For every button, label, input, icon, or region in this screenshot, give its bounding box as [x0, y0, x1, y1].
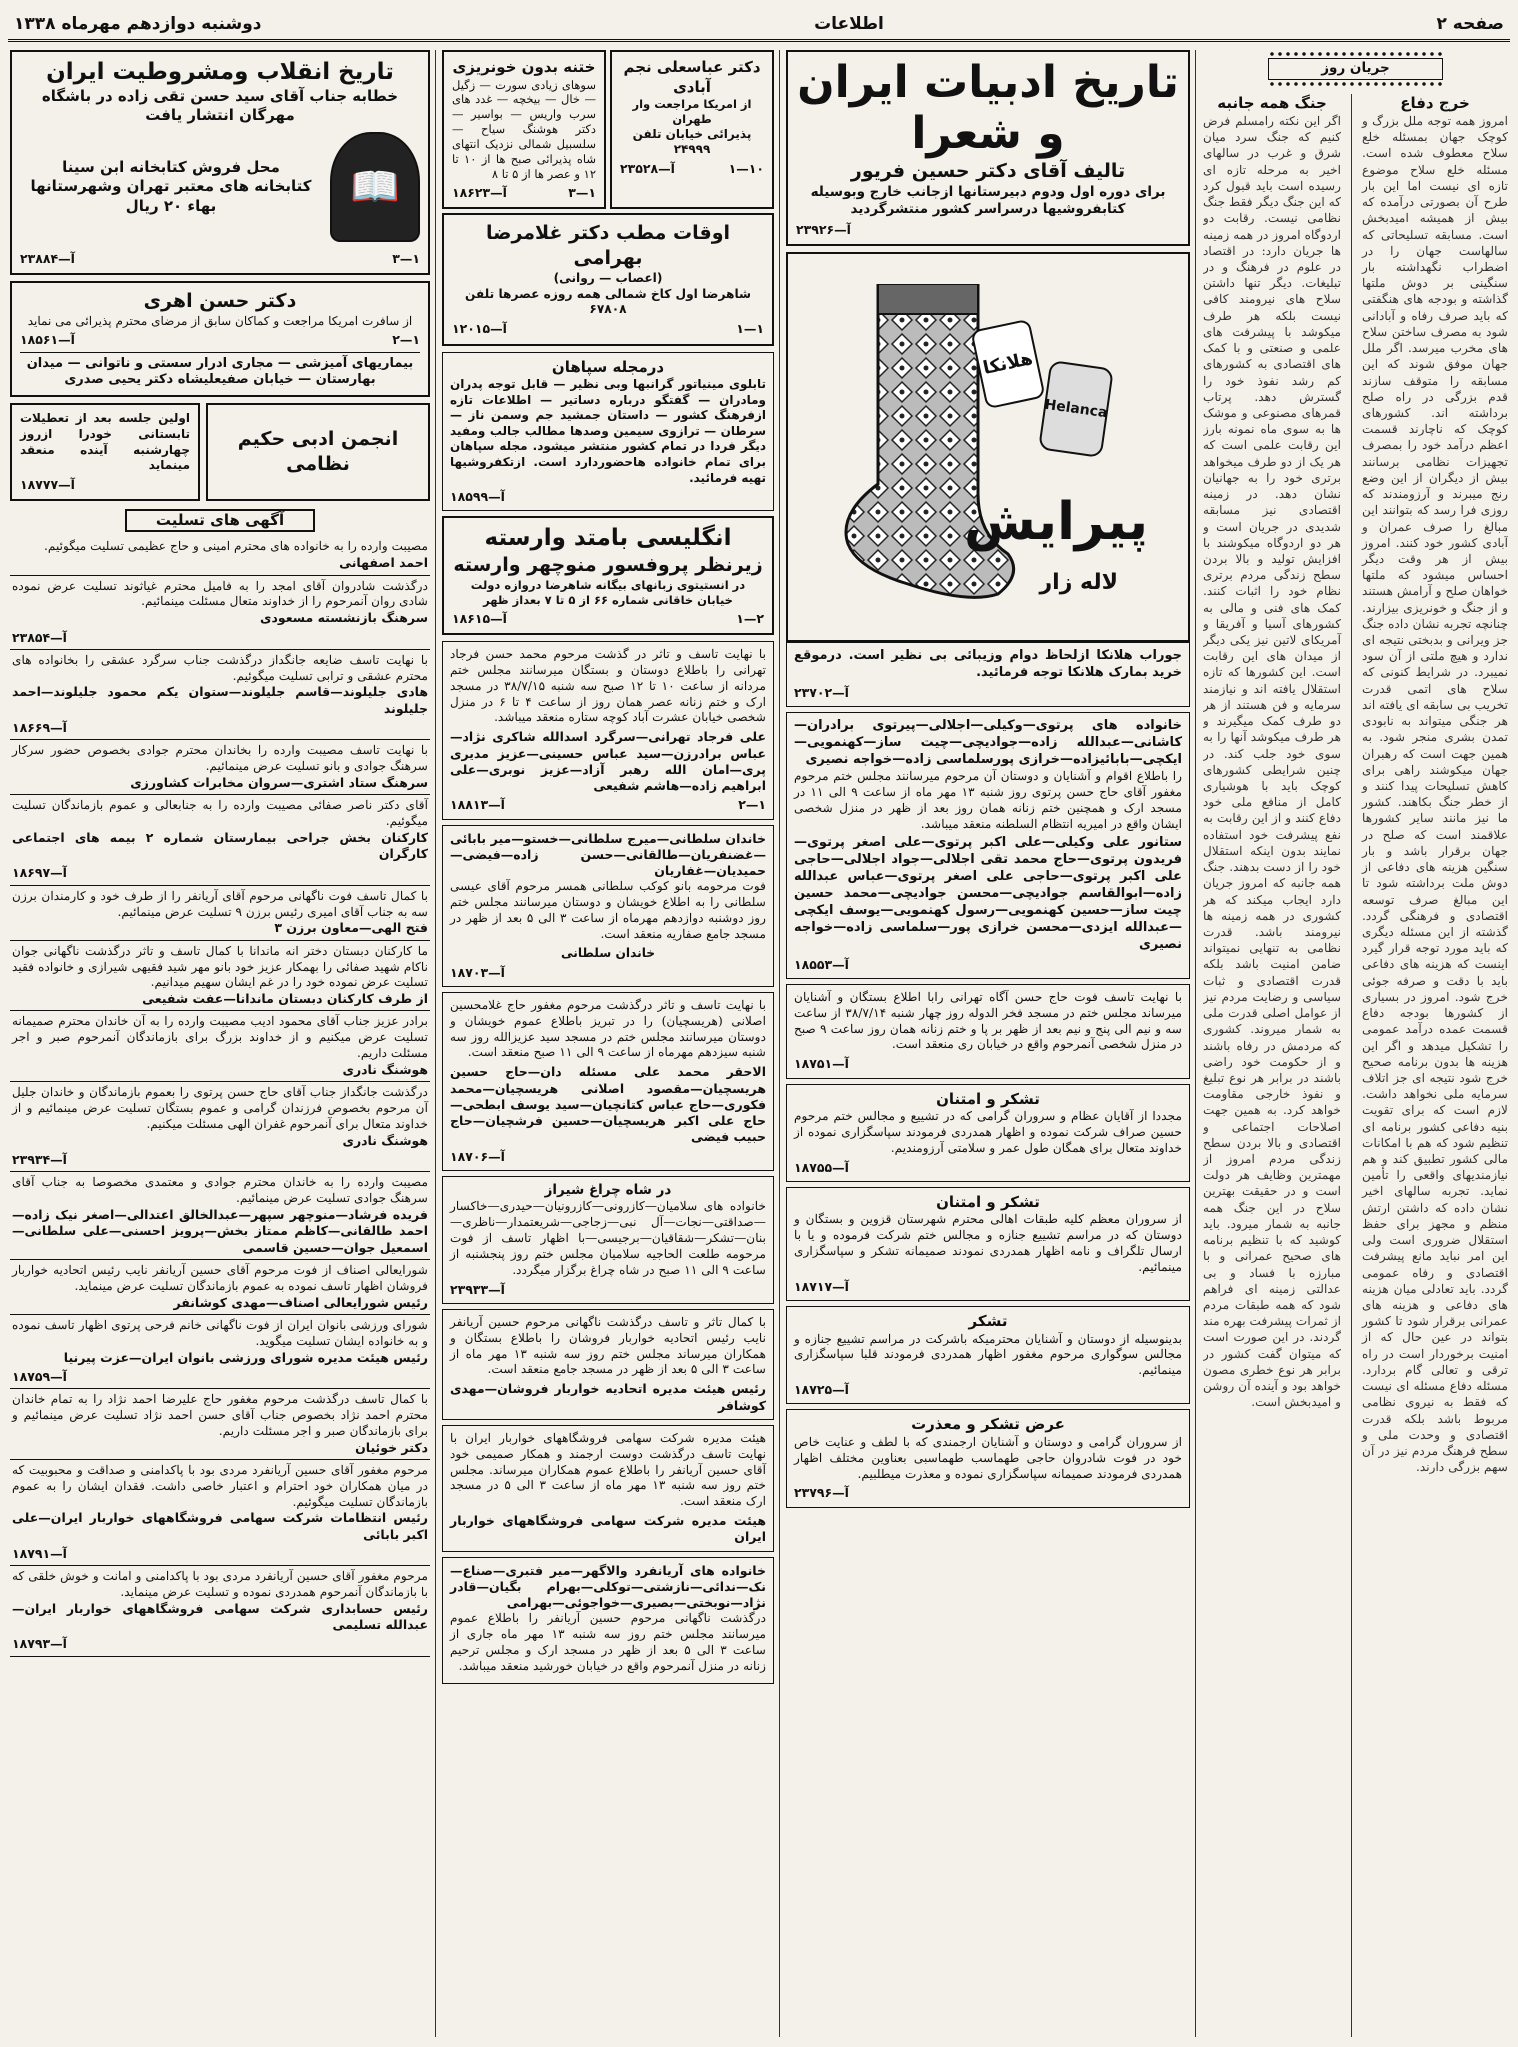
condolence-body: ما کارکنان دبستان دختر انه ماندانا با کمال تاسف و تاثر درگذشت ناگهانی جوان ناکام شهید صفائی را بهمکار عزیز خود بانو مهر شید فقیهی شیرازی و خانواده فقید تسلیت عرض نموده خود را در غم ایشان سهیم میدانیم. — [12, 943, 428, 990]
eslani-sign: الاحقر محمد علی مسئله دان—حاج حسین هریسچیان—مقصود اصلانی هریسچیان—محمد فکوری—حاج عباس کتانچیان—سید یوسف ابطحی—حاج علی اکبر هریسچیان—حسین فرشچیان—حاج حبیب فیضی — [450, 1064, 766, 1145]
shiraz-body: خانواده های سلامیان—کازرونی—کازرونیان—حیدری—خاکسار—صداقتی—نجات—آل نبی—زجاجی—شریعتمدار—ناظری—بنان—تشکر—شقاقیان—برجیسی—با اظهار تاسف از فوت مرحومه طلعت الحاجیه سلامیان مجلس ختم روز پنجشنبه از ساعت ۹ الی ۱۱ صبح در شاه چراغ برگزار میگردد. — [450, 1199, 766, 1277]
condolence-item — [10, 1460, 430, 1566]
english-body: در انستیتوی زبانهای بیگانه شاهرضا دروازه دولت خیابان خاقانی شماره ۶۶ از ۵ تا ۷ بعداز ظهر — [470, 577, 746, 607]
section-title: جریان روز — [1321, 60, 1390, 76]
condolence-item — [10, 536, 430, 575]
farjad-sign: علی فرجاد تهرانی—سرگرد اسدالله شاکری نژاد—عباس برادرزن—سید عباس حسینی—عزیز مدیری پری—امان الله رهبر آزاد—عزیز نوبری—علی ابراهیم زاده—هاشم شفیعی — [450, 729, 766, 794]
aryanfar3-head: خانواده های آریانفرد والاگهر—میر فتبری—صناع—نک—ندائی—نازشتی—توکلی—بهرام بگیان—قادر نژاد—نوبختی—بصیری—خواجوئی—بهرامی — [450, 1562, 766, 1611]
condolence-body: برادر عزیز جناب آقای محمود ادیب مصیبت وارده را به آن خاندان محترم صمیمانه تسلیت عرض میکنیم و از خداوند بزرگ برای بازماندگان آنمرحوم صبر و اجر مسئلت داریم. — [12, 1014, 428, 1061]
condolence-sign: رئیس هیئت مدیره شورای ورزشی بانوان ایران—عزت پیرنیا — [63, 1349, 428, 1365]
farjad-code2: ۲—۱ — [738, 797, 766, 813]
notice-7-code: آ—۲۳۷۹۶ — [794, 1485, 849, 1501]
condolence-item — [10, 1011, 430, 1082]
paper-name: اطلاعات — [814, 13, 884, 34]
condolence-item — [10, 1172, 430, 1259]
condolence-sign: هوشنگ نادری — [342, 1132, 428, 1148]
ahari-sub: از سافرت امریکا مراجعت و کماکان سابق از مرضای محترم پذیرائی می نماید — [27, 313, 413, 328]
sock-ad-caption-box — [786, 642, 1190, 707]
condolence-code: آ—۲۳۸۵۴ — [12, 629, 67, 645]
condolence-code: آ—۱۸۶۹۷ — [12, 865, 67, 881]
notice-6-code: آ—۱۸۷۲۵ — [794, 1382, 849, 1398]
condolence-body: درگذشت جانگداز جناب آقای حاج حسن پرتوی را بعموم بازماندگان و خاندان جلیل آن مرحوم بخصوص فرزندان گرامی و عموم بستگان تسلیت عرض مینمائیم و از خداوند متعال برای آنمرحوم غفران الهی مسئلت میکنیم. — [12, 1085, 428, 1132]
farjad-code: آ—۱۸۸۱۳ — [450, 797, 505, 813]
notice-4-code: آ—۱۸۷۵۵ — [794, 1159, 849, 1175]
notice-1 — [786, 712, 1190, 979]
ahari-title: دکتر حسن اهری — [143, 290, 297, 312]
helanca-tag-2: Helanca — [1038, 360, 1114, 458]
article-total-war — [1203, 94, 1341, 2037]
condolence-sign: دکتر خوئیان — [355, 1439, 428, 1455]
condolence-item — [10, 650, 430, 740]
helanca-tag-1: هلانکا — [970, 319, 1045, 410]
bahrami-code: آ—۱۲۰۱۵ — [452, 321, 507, 337]
brand-location: لاله زار — [1039, 570, 1118, 596]
constitution-sub: خطابه جناب آقای سید حسن تقی زاده در باشگاه مهرگان انتشار یافت — [41, 86, 399, 125]
condolence-list — [10, 536, 430, 1656]
eslani-code: آ—۱۸۷۰۶ — [450, 1148, 505, 1164]
notice-shiraz — [442, 1176, 774, 1304]
bahrami-sub: (اعصاب — روانی) — [553, 270, 663, 285]
najmabadi-info: پذیرائی خیابان تلفن ۲۴۹۹۹ — [632, 126, 752, 157]
notice-2-code: آ—۱۸۵۵۳ — [794, 956, 849, 972]
notice-7-body: از سروران گرامی و دوستان و آشنایان ارجمندی که با لطف و عنایت خاص خود در فوت شادروان حاجی طهماسب طهماسبی بعناوین مختلف اظهار همدردی فرمودند صمیمانه سپاسگزاری نموده و معذرت میطلبیم. — [794, 1434, 1182, 1481]
ornament-bottom — [1268, 80, 1443, 88]
notice-3 — [786, 984, 1190, 1079]
circumcision-code2: ۳—۱ — [568, 185, 596, 201]
condolence-sign: سرهنگ بازنشسته مسعودی — [260, 610, 428, 626]
eslani-body: با نهایت تاسف و تاثر درگذشت مرحوم مغفور حاج غلامحسین اصلانی (هریسچیان) را در تبریز باطلاع عموم خویشان و دوستان میرسانند مجلس ختم در مسجد سید عزیزالله روز سه شنبه سیزدهم مهرماه از ساعت ۹ الی ۱۱ صبح منعقد است. — [450, 997, 766, 1060]
notice-6-body: بدینوسیله از دوستان و آشنایان محترمیکه باشرکت در مراسم تشییع جنازه و مجالس سوگواری مرحوم مغفور اظهار همدردی فرمودند قلبا سپاسگزاری مینمائیم. — [794, 1331, 1182, 1378]
condolence-item — [10, 795, 430, 885]
aryanfar1-sign: رئیس هیئت مدیره اتحادیه خواربار فروشان—مهدی کوشافر — [450, 1381, 766, 1413]
condolence-body: مصیبت وارده را به خانواده های محترم امینی و حاج عظیمی تسلیت میگوئیم. — [43, 539, 428, 554]
bahrami-clinic-ad — [442, 213, 774, 345]
column-ads-middle — [442, 50, 774, 2037]
column-ads-center — [786, 50, 1190, 2037]
article-total-war-title: جنگ همه جانبه — [1217, 93, 1327, 112]
article-defense — [1362, 94, 1508, 2037]
notice-aryanfar-1 — [442, 1309, 774, 1420]
condolence-body: با نهایت تاسف ضایعه جانگداز درگذشت جناب سرگرد عشقی را بخانواده های محترم عشقی و ترابی تسلیت میگوئیم. — [12, 652, 428, 683]
soltani-code: آ—۱۸۷۰۳ — [450, 964, 505, 980]
condolence-item — [10, 1389, 430, 1460]
bahrami-title: اوقات مطب دکتر غلامرضا بهرامی — [485, 222, 731, 269]
sepahan-title: درمجله سپاهان — [551, 357, 665, 376]
book-author: تالیف آقای دکتر حسین فریور — [850, 160, 1126, 183]
book-title-2: و شعرا — [911, 107, 1065, 159]
najmabadi-title: دکتر عباسعلی نجم آبادی — [623, 58, 761, 96]
notice-3-body: با نهایت تاسف فوت حاج حسن آگاه تهرانی رابا اطلاع بستگان و آشنایان میرساند مجلس ختم در مسجد فخر الدوله روز چهار شنبه ۳۸/۷/۱۴ از ساعت سه و نیم الی پنج و نیم بعد از ظهر بر پا و ختم زنانه همان روز ساعت ۹ صبح در منزل شخصی آنمرحوم واقع در خیابان ری منعقد است. — [794, 989, 1182, 1052]
notice-4-body: مجددا از آقایان عظام و سروران گرامی که در تشییع و مجالس ختم مرحوم حسین صراف شرکت نموده و اظهار همدردی فرمودند سپاسگزاری نموده از خداوند متعال برای همگان طول عمر و سلامتی آرزومندیم. — [794, 1109, 1182, 1155]
condolence-code: آ—۱۸۷۵۹ — [12, 1368, 67, 1384]
notice-7 — [786, 1409, 1190, 1507]
notice-4 — [786, 1084, 1190, 1182]
circumcision-body: سوهای زیادی سورت — زگیل — خال — بیخچه — غدد های سرب واریس — بواسیر — دکتر هوشنگ سیاح — سلسبیل شمالی نزدیک انتهای شاه پذیرائی صبح ها از ۱۰ تا ۱۲ و عصر ها از ۵ تا ۸ — [452, 77, 596, 182]
notice-5-code: آ—۱۸۷۱۷ — [794, 1278, 849, 1294]
notice-soltani — [442, 825, 774, 987]
aryanfar2-sign: هیئت مدیره شرکت سهامی فروشگاههای خواربار ایران — [450, 1513, 766, 1545]
ahari-code: آ—۱۸۵۶۱ — [20, 332, 75, 348]
aryanfar2-body: هیئت مدیره شرکت سهامی فروشگاههای خواربار ایران با نهایت تاسف درگذشت دوست ارجمند و همکار صمیمی خود آقای حسین آریانفر را باطلاع عموم همکاران میرساند. مجلس ختم روز سه شنبه ۱۳ مهر ماه از ساعت ۳ الی ۵ در مسجد ارک منعقد است. — [450, 1430, 766, 1509]
nezami-society-title-box — [206, 403, 430, 501]
sock-ad-caption: جوراب هلانکا ازلحاظ دوام وزیبائی بی نظیر است. درموقع خرید بمارک هلانکا توجه فرمائید. — [794, 648, 1182, 681]
condolence-body: درگذشت شادروان آقای امجد را به فامیل محترم غیاثوند تسلیت عرض نموده شادی روان آنمرحوم را از خداوند متعال مسئلت مینمائیم. — [12, 578, 428, 609]
constitution-shop: محل فروش کتابخانه ابن سینا — [62, 157, 280, 176]
condolence-title: آگهی های تسلیت — [155, 510, 285, 529]
condolence-sign: از طرف کارکنان دبستان ماندانا—عفت شفیعی — [142, 991, 428, 1007]
soltani-body: فوت مرحومه بانو کوکب سلطانی همسر مرحوم آقای عیسی سلطانی را به اطلاع خویشان و دوستان میرسانند مجلس ختم روز دوشنبه دوازدهم مهرماه از ساعت ۳ الی ۵ بعد از ظهر در مسجد جامع صفاریه منعقد است. — [450, 879, 766, 941]
constitution-price: بهاء ۲۰ ریال — [125, 196, 217, 215]
doctor-najmabadi-ad — [610, 50, 774, 209]
notice-4-head: تشکر و امتنان — [936, 1089, 1040, 1108]
sock-ad-code: آ—۲۳۷۰۲ — [794, 685, 849, 700]
column-editorial — [1203, 50, 1508, 2037]
condolence-item — [10, 740, 430, 795]
ahari-body: بیماریهای آمیزشی — مجاری ادرار سستی و ناتوانی — میدان بهارستان — خیابان صفیعلیشاه دکتر یحیی صدری — [20, 352, 420, 390]
circumcision-code: آ—۱۸۶۲۳ — [452, 185, 507, 201]
notice-1-body: را باطلاع اقوام و آشنایان و دوستان آن مرحوم میرسانند مجلس ختم مرحوم مغفور آقای حاج حسن پرتوی روز شنبه ۱۳ مهر ماه از ساعت ۹ الی ۱۱ در مسجد ارک و همچنین ختم زنانه همان روز بعد از ظهر در منزل شخصی ایشان واقع در امیریه انتظام السلطنه منعقد میباشد. — [794, 768, 1182, 831]
najmabadi-code: آ—۲۳۵۲۸ — [620, 161, 675, 177]
condolence-body: شورای ورزشی بانوان ایران از فوت ناگهانی خانم فرحی پرتوی اظهار تاسف نموده و به خانواده ایشان تسلیت میگوید. — [12, 1317, 428, 1348]
condolence-code: آ—۱۸۷۹۳ — [12, 1636, 67, 1652]
constitution-title: تاریخ انقلاب ومشروطیت ایران — [46, 59, 394, 85]
condolence-sign: هوشنگ نادری — [342, 1062, 428, 1078]
soltani-sign: خاندان سلطانی — [560, 945, 656, 960]
condolence-code: آ—۱۸۶۶۹ — [12, 719, 67, 735]
condolence-sign: فتح الهی—معاون برزن ۳ — [274, 920, 428, 936]
dr-ahari-ad — [10, 281, 430, 397]
bahrami-body: شاهرضا اول کاخ شمالی همه روزه عصرها تلفن ۶۷۸۰۸ — [464, 286, 752, 317]
notice-2-head: ستانور علی وکیلی—علی اکبر پرتوی—علی اصغر پرتوی—فریدون پرتوی—حاج محمد تقی اجلالی—جواد اجلالی—حاجی علی اکبر پرتوی—حاجی علی اصغر پرتوی—عباس عبدالله زاده—ابوالقاسم جوادیچی—محسن جوادیچی—محمد حسین چیت ساز—حسین کهنمویی—رسول کهنمویی—یوسف ایکچی—عبدالله ایزدی—محسن خرازی پور—سلماسی زاده—خواجه نصیری — [794, 835, 1182, 952]
english-code2: ۱—۲ — [736, 610, 764, 626]
condolence-sign: رئیس حسابداری شرکت سهامی فروشگاههای خواربار ایران—عبدالله تسلیمی — [12, 1600, 428, 1633]
bahrami-code2: ۱—۱ — [736, 321, 764, 337]
english-title: انگلیسی بامتد وارسته — [484, 525, 732, 552]
condolence-body: مرحوم مغفور آقای حسین آریانفرد مردی بود با پاکدامنی و صداقت و محبوبیت که در میان همکاران خود احترام و اعتبار خاصی داشت. فقدان ایشان را به عموم بازماندگان تسلیت میگوئیم. — [12, 1462, 428, 1509]
condolence-item — [10, 886, 430, 941]
sock-ad — [786, 252, 1190, 642]
najmabadi-sub: از امریکا مراجعت وار طهران — [632, 97, 752, 126]
column-condolences — [10, 50, 430, 2037]
notice-5-body: از سروران معظم کلیه طبقات اهالی محترم شهرستان قزوین و بستگان و دوستان که در مراسم تشییع جنازه و مجالس ختم شرکت فرموده و یا با ارسال تلگراف و نامه اظهار همدردی نمودند صمیمانه تشکر و سپاسگزاری مینمائیم. — [794, 1212, 1182, 1274]
book-code: آ—۲۳۹۲۶ — [796, 221, 851, 237]
condolence-sign: احمد اصفهانی — [339, 555, 428, 571]
notice-aryanfar-3 — [442, 1557, 774, 1684]
page-label: صفحه ۲ — [1436, 13, 1504, 34]
condolence-code: آ—۱۸۷۹۱ — [12, 1545, 67, 1561]
constitution-code: آ—۲۳۸۸۴ — [20, 250, 75, 266]
aryanfar1-body: با کمال تاثر و تاسف درگذشت ناگهانی مرحوم حسین آریانفر نایب رئیس اتحادیه خواربار فروشان را باطلاع بستگان و همکاران میرساند مجلس ختم روز سه شنبه ۱۳ مهر ماه از ساعت ۳ الی ۵ بعد از ظهر در مسجد جامع منعقد است. — [450, 1314, 766, 1377]
ornament-top — [1268, 50, 1443, 58]
condolence-body: مرحوم مغفور آقای حسین آریانفرد مردی بود با پاکدامنی و امانت و خوش خلقی که با بازماندگان آنمرحوم همدردی نموده و تسلیت عرض مینماید. — [12, 1569, 428, 1600]
article-defense-title: خرج دفاع — [1400, 93, 1470, 112]
issue-date: دوشنبه دوازدهم مهرماه ۱۳۳۸ — [14, 13, 262, 34]
nezami-society-note-box — [10, 403, 200, 501]
condolence-sign: فریده فرشاد—منوچهر سپهر—عبدالخالق اعتدالی—اصغر نیک زاده—احمد طالقانی—کاظم ممتاز بخش—پرویز احسنی—علی سلطانی—اسمعیل جوان—حسین قاسمی — [12, 1207, 428, 1255]
article-defense-text: امروز همه توجه ملل بزرگ و کوچک جهان بمسئله خلع سلاح معطوف شده است. مسئله خلع سلاح موضوع تازه ای نیست اما این بار طرح آن بصورتی درآمده که بیش از همیشه امیدبخش است. مسابقه تسلیحاتی که سالهاست جهان را در اضطراب نگهداشته بار سنگینی بر دوش ملتها گذاشته و بودجه های هنگفتی که باید صرف رفاه و آبادانی شود به مصرف ساختن سلاح های مخرب میرسد. اگر ملل جهان موفق شوند که این مسابقه را متوقف سازند قدم بزرگی در راه صلح برداشته اند. کشورهای کوچک که ناچارند قسمت اعظم درآمد خود را بمصرف تجهیزات نظامی برسانند بیش از دیگران از این وضع رنج میبرند و آرزومندند که روزی فرا رسد که بتوانند این مبالغ را صرف عمران و آبادی کشور خود کنند. امروز بیش از هر وقت دیگر احساس میشود که ملتها خواهان صلح و آرامش هستند و از جنگ و خونریزی بیزارند. چنانچه تجربه نشان داده جنگ جز ویرانی و بدبختی نتیجه ای ندارد و هیچ ملتی از آن سود نمیبرد. در شرایط کنونی که سلاح های اتمی قدرت تخریب بی سابقه ای یافته اند هر جنگی میتواند به نابودی تمدن بشری منجر شود. به همین جهت است که رهبران جهان میکوشند راهی برای کاهش تسلیحات پیدا کنند و از خطر جنگ بکاهند. کشور ما نیز مانند سایر کشورها علاقمند است که صلح در جهان برقرار باشد و بار سنگین هزینه های دفاعی از دوش ملت برداشته شود تا این مبالغ صرف توسعه اقتصادی و فرهنگی گردد. گذشته از این مسئله دیگری که باید مورد توجه قرار گیرد اینست که هزینه های دفاعی باید با دقت و صرفه جوئی خرج شود. امروز در بسیاری از کشورها بودجه دفاع قسمت عمده درآمد عمومی را تشکیل میدهد و اگر این هزینه ها بدون برنامه صحیح خرج شود نتیجه ای جز اتلاف سرمایه ملی نخواهد داشت. لازم است که برای تقویت بنیه دفاعی کشور برنامه ای تنظیم شود که هم با امکانات مالی کشور تطبیق کند و هم نیازمندیهای واقعی را تأمین نماید. تجربه سالهای اخیر نشان داده که داشتن ارتش منظم و مجهز برای حفظ استقلال ضروری است ولی این امر نباید مانع پیشرفت اقتصادی و رفاه عمومی گردد. باید تعادلی میان هزینه های دفاعی و هزینه های عمرانی برقرار شود تا کشور بتواند در عین حال که از امنیت برخوردار است در راه ترقی و تعالی گام بردارد. مسئله دفاع مسئله ای نیست که فقط به نیروی نظامی مربوط باشد بلکه قدرت اقتصادی و وحدت ملی و سطح فرهنگ مردم نیز در آن سهم بزرگی دارند. — [1362, 114, 1508, 1475]
sepahan-code: آ—۱۸۵۹۹ — [450, 489, 505, 505]
circumcision-title: ختنه بدون خونریزی — [452, 58, 596, 76]
nezami-title: انجمن ادبی حکیم نظامی — [237, 428, 399, 476]
circumcision-ad — [442, 50, 606, 209]
condolence-body: با کمال تاسف فوت ناگهانی مرحوم آقای آریانفر را از طرف خود و کارمندان برزن سه به جناب آقای امیری رئیس برزن ۹ تسلیت عرض مینمائیم. — [12, 888, 428, 919]
constitution-book-ad — [10, 50, 430, 275]
condolence-sign: سرهنگ ستاد اشتری—سروان مخابرات کشاورزی — [130, 774, 428, 790]
farjad-body: با نهایت تاسف و تاثر در گذشت مرحوم محمد حسن فرجاد تهرانی را باطلاع دوستان و بستگان میرسانند مجلس ختم مردانه از ساعت ۱۰ تا ۱۲ صبح سه شنبه ۳۸/۷/۱۵ در مسجد ارک و ختم زنانه عصر همان روز از ساعت ۴ تا ۶ در منزل شخصی خیابان عشرت آباد کوچه ستاره منعقد میباشد. — [450, 646, 766, 725]
condolence-sign: کارکنان بخش جراحی بیمارستان شماره ۲ بیمه های اجتماعی کارگران — [12, 829, 428, 862]
nezami-code: آ—۱۸۷۷۷ — [20, 476, 75, 492]
condolence-item — [10, 1315, 430, 1389]
condolence-item — [10, 576, 430, 650]
constitution-code2: ۳—۱ — [392, 250, 420, 266]
sepahan-magazine-ad — [442, 352, 774, 512]
notice-6 — [786, 1306, 1190, 1404]
brand-name: پیرایش — [964, 492, 1148, 553]
notice-5 — [786, 1187, 1190, 1301]
masthead — [8, 8, 1510, 42]
condolence-item — [10, 1566, 430, 1656]
notice-farjad — [442, 641, 774, 820]
condolence-sign: رئیس شورایعالی اصناف—مهدی کوشانفر — [173, 1294, 428, 1310]
condolence-body: مصیبت وارده را به خاندان محترم جوادی و معتمدی مخصوصا به جناب آقای سرهنگ جوادی تسلیت عرض مینمائیم. — [12, 1175, 428, 1206]
english-sub: زیرنظر پروفسور منوچهر وارسته — [453, 554, 763, 577]
constitution-shop2: کتابخانه های معتبر تهران وشهرستانها — [30, 177, 312, 195]
condolence-sign: هادی جلیلوند—قاسم جلیلوند—ستوان یکم محمود جلیلوند—احمد جلیلوند — [12, 684, 428, 716]
condolence-body: با نهایت تاسف مصیبت وارده را بخاندان محترم جوادی بخصوص حضور سرکار سرهنگ جوادی و بانو تسلیت عرض مینمائیم. — [12, 743, 428, 774]
literature-book-ad — [786, 50, 1190, 246]
condolence-item — [10, 1260, 430, 1315]
nezami-note: اولین جلسه بعد از تعطیلات تابستانی خودرا ازروز چهارشنبه آینده منعقد مینماید — [20, 411, 190, 473]
condolence-body: آقای دکتر ناصر صفائی مصیبت وارده را به جنابعالی و عموم بازماندگان تسلیت میگوئیم. — [12, 798, 428, 829]
shiraz-head: در شاه چراغ شیراز — [544, 1181, 672, 1198]
condolence-item — [10, 941, 430, 1012]
reader-emblem-icon: 📖 — [330, 132, 420, 242]
condolence-sign: رئیس انتظامات شرکت سهامی فروشگاههای خواربار ایران—علی اکبر بابائی — [12, 1510, 428, 1542]
notice-1-head: خانواده های پرتوی—وکیلی—اجلالی—پیرتوی برادران—کاشانی—عبدالله زاده—جوادیچی—چیت ساز—کهنمویی—ایکچی—بابائیزاده—خرازی پورسلماسی زاده—خواجه نصیری — [794, 718, 1182, 768]
english-class-ad — [442, 516, 774, 635]
condolence-body: شورایعالی اصناف از فوت مرحوم آقای حسین آریانفر نایب رئیس اتحادیه خواربار فروشان اظهار تاسف نموده به عموم بازماندگان تسلیت عرض مینماید. — [12, 1262, 428, 1293]
condolence-body: با کمال تاسف درگذشت مرحوم مغفور حاج علیرضا احمد نژاد را به تمام خاندان محترم احمد نژاد بخصوص جناب آقای حسن احمد نژاد تسلیت عرض مینمائیم و برای بازماندگان صبر و اجر مسئلت داریم. — [12, 1392, 428, 1438]
notice-6-head: تشکر — [968, 1312, 1008, 1331]
najmabadi-code2: ۱—۱۰ — [728, 161, 764, 177]
notice-7-head: عرض تشکر و معذرت — [911, 1415, 1065, 1434]
ahari-code2: ۲—۱ — [392, 332, 420, 348]
sepahan-body: تابلوی مینیاتور گرانبها وبی نظیر — قابل توجه پدران ومادران — گفتگو درباره دساتیر — اطلاعات تازه ازفرهنگ کشور — داستان جمشید جم وسمن ناز — سرطان — ترازوی سیمین وصدها مطالب جالب ومفید دیگر فردا در تمام کشور منتشر میشود. مجله سپاهان برای تمام خانواده هاحضوردارد است. ازتکفروشیها تهیه فرمائید. — [450, 377, 766, 485]
english-code: آ—۱۸۶۱۵ — [452, 610, 507, 626]
article-total-war-text: اگر این نکته رامسلم فرض کنیم که جنگ سرد میان شرق و غرب در سالهای اخیر به مرحله تازه ای رسیده است باید قبول کرد که این جنگ دیگر فقط جنگ نظامی نیست. رقابت دو اردوگاه امروز در همه زمینه ها جریان دارد: در اقتصاد در علوم در فرهنگ و در تبلیغات. دیگر تنها داشتن سلاح های نیرومند کافی نیست بلکه هر طرف میکوشد با پیشرفت های علمی و صنعتی و با کمک های اقتصادی به کشورهای کم رشد نفوذ خود را گسترش دهد. پرتاب قمرهای مصنوعی و موشک ها به سوی ماه نمونه بارز این رقابت علمی است که هر یک از دو طرف میخواهد برتری خود را به جهانیان نشان دهد. در زمینه اقتصادی نیز مسابقه شدیدی در جریان است و هر دو اردوگاه میکوشند با افزایش تولید و بالا بردن سطح زندگی مردم برتری نظام خود را اثبات کنند. کمک های فنی و مالی به کشورهای آسیا و آفریقا و آمریکای لاتین نیز یکی دیگر از میدان های این رقابت است. این کشورها که تازه استقلال یافته اند و نیازمند سرمایه و فن هستند از هر دو طرف کمک میگیرند و هر طرف میکوشد آنها را به سوی خود جلب کند. در چنین شرایطی کشورهای کوچک باید با هوشیاری کامل از منافع ملی خود دفاع کنند و از این رقابت به نفع پیشرفت خود استفاده نمایند بدون اینکه استقلال خود را از دست بدهند. جنگ همه جانبه که امروز جریان دارد ایجاب میکند که هر کشوری در همه زمینه ها نیرومند باشد. قدرت نظامی به تنهایی نمیتواند ضامن امنیت باشد بلکه قدرت اقتصادی و ثبات سیاسی و رضایت مردم نیز از عوامل اصلی قدرت ملی به شمار میروند. کشوری که مردمش در رفاه باشند و از حکومت خود راضی باشند در برابر هر نوع تبلیغ و نفوذ خارجی مقاومت خواهد کرد. به همین جهت اصلاحات اجتماعی و اقتصادی و بالا بردن سطح زندگی مردم امروز از مهمترین وظایف هر دولت است و در حقیقت بهترین سلاح در این جنگ همه جانبه به شمار میرود. باید کوشید که با تنظیم برنامه های صحیح عمرانی و با مبارزه با فساد و بی عدالتی زمینه ای فراهم شود که همه طبقات مردم از ثمرات پیشرفت بهره مند گردند. در این صورت است که میتوان گفت کشور در برابر هر نوع خطری مصون خواهد بود و آینده آن روشن و امیدبخش است. — [1203, 114, 1342, 1410]
notice-5-head: تشکر و امتنان — [936, 1192, 1040, 1211]
aryanfar3-body: درگذشت ناگهانی مرحوم حسین آریانفر را باطلاع عموم میرسانند مجلس ختم روز سه شنبه ۱۳ مهر ماه جاری از ساعت ۳ الی ۵ بعد از ظهر در مسجد ارک و مجلس ترحیم زنانه در منزل آنمرحوم واقع در خیابان خورشید منعقد میباشد. — [450, 1611, 766, 1673]
soltani-head: خاندان سلطانی—میرج سلطانی—خستو—میر بابائی—غضنفریان—طالقانی—حسن زاده—فیضی—حمیدیان—غفاریان — [450, 830, 766, 879]
book-title: تاریخ ادبیات ایران — [797, 57, 1179, 108]
shiraz-code: آ—۲۳۹۳۳ — [450, 1281, 505, 1297]
condolence-item — [10, 1082, 430, 1172]
notice-3-code: آ—۱۸۷۵۱ — [794, 1056, 849, 1072]
notice-eslani — [442, 992, 774, 1171]
book-desc: برای دوره اول ودوم دبیرستانها ازجانب خارج وبوسیله کتابفروشیها درسراسر کشور منتشرگردید — [810, 183, 1166, 218]
notice-aryanfar-2 — [442, 1425, 774, 1552]
condolence-code: آ—۲۳۹۳۴ — [12, 1152, 67, 1168]
